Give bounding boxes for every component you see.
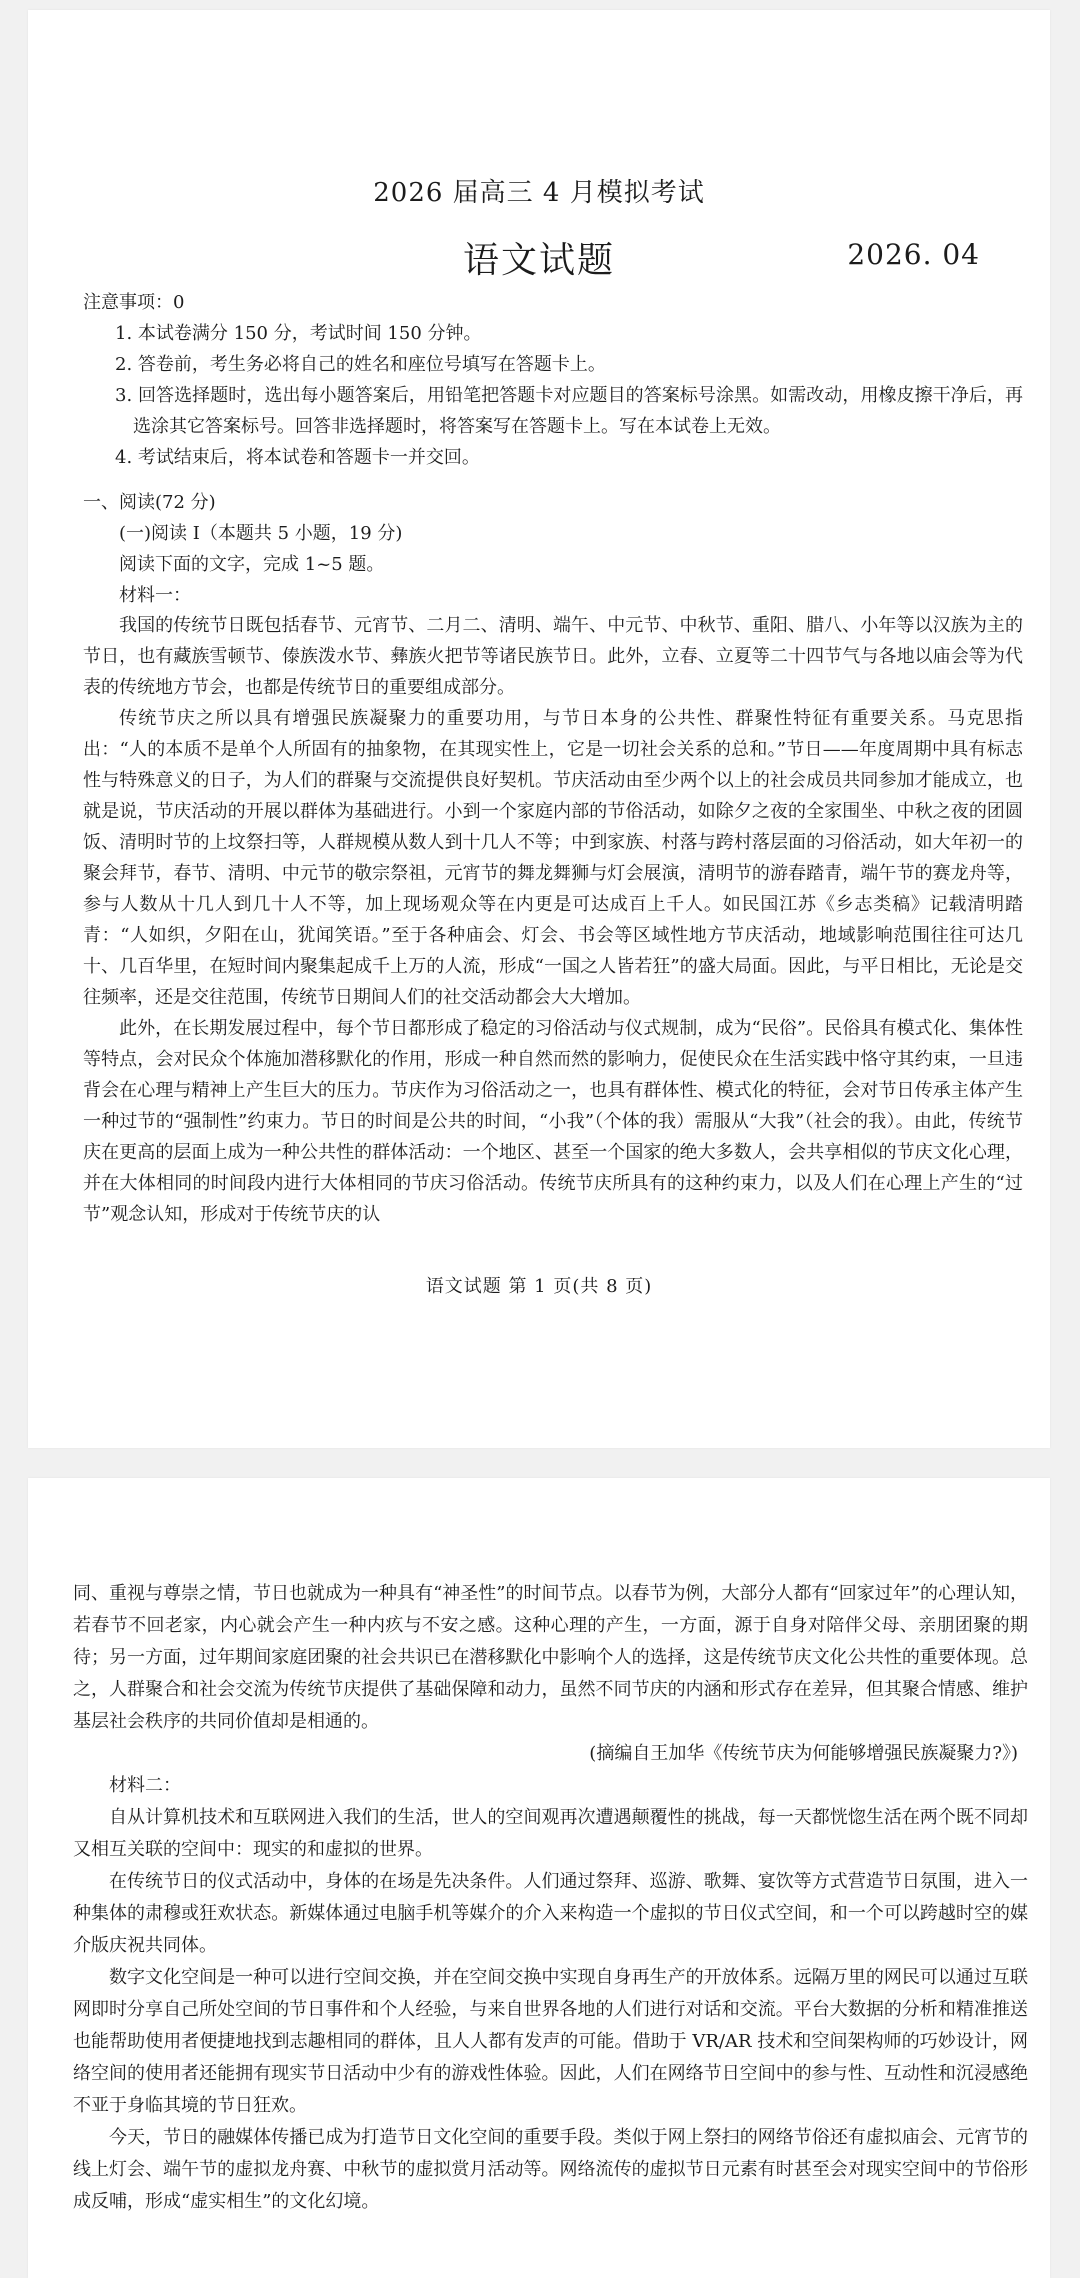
notice-item: 3. 回答选择题时，选出每小题答案后，用铅笔把答题卡对应题目的答案标号涂黑。如需改动，用橡皮擦干净后，再选涂其它答案标号。回答非选择题时，将答案写在答题卡上。写在本试卷上无效。 (115, 385, 1023, 437)
sub-heading: (一)阅读 I（本题共 5 小题，19 分) (119, 523, 403, 544)
exam-title: 2026 届高三 4 月模拟考试 (373, 178, 705, 208)
exam-page-1 (28, 10, 1050, 1448)
exam-date: 2026. 04 (847, 238, 980, 271)
paragraph: 自从计算机技术和互联网进入我们的生活，世人的空间观再次遭遇颠覆性的挑战，每一天都恍惚生活在两个既不同却又相互关联的空间中：现实的和虚拟的世界。 (73, 1807, 1028, 1860)
subject-title: 语文试题 (462, 240, 615, 281)
notice-heading: 注意事项：0 (83, 292, 185, 313)
material-one-body (83, 610, 1023, 1230)
notice-item: 4. 考试结束后，将本试卷和答题卡一并交回。 (115, 447, 480, 468)
paragraph: 数字文化空间是一种可以进行空间交换，并在空间交换中实现自身再生产的开放体系。远隔万里的网民可以通过互联网即时分享自己所处空间的节日事件和个人经验，与来自世界各地的人们进行对话和交流。平台大数据的分析和精准推送也能帮助使用者便捷地找到志趣相同的群体，且人人都有发声的可能。借助于 VR/AR 技术和空间架构师的巧妙设计，网络空间的使用者还能拥有现实节日活动中少有的游戏性体验。因此，人们在网络节日空间中的参与性、互动性和沉浸感绝不亚于身临其境的节日狂欢。 (73, 1967, 1028, 2116)
exam-page-2 (28, 1478, 1050, 2278)
material-label: 材料一： (119, 585, 191, 606)
paragraph: 我国的传统节日既包括春节、元宵节、二月二、清明、端午、中元节、中秋节、重阳、腊八、小年等以汉族为主的节日，也有藏族雪顿节、傣族泼水节、彝族火把节等诸民族节日。此外，立春、立夏等二十四节气与各地以庙会等为代表的传统地方节会，也都是传统节日的重要组成部分。 (83, 615, 1023, 698)
paragraph: 今天，节日的融媒体传播已成为打造节日文化空间的重要手段。类似于网上祭扫的网络节俗还有虚拟庙会、元宵节的线上灯会、端午节的虚拟龙舟赛、中秋节的虚拟赏月活动等。网络流传的虚拟节日元素有时甚至会对现实空间中的节俗形成反哺，形成“虚实相生”的文化幻境。 (73, 2127, 1028, 2212)
paragraph: 此外，在长期发展过程中，每个节日都形成了稳定的习俗活动与仪式规制，成为“民俗”。民俗具有模式化、集体性等特点，会对民众个体施加潜移默化的作用，形成一种自然而然的影响力，促使民众在生活实践中恪守其约束，一旦违背会在心理与精神上产生巨大的压力。节庆作为习俗活动之一，也具有群体性、模式化的特征，会对节日传承主体产生一种过节的“强制性”约束力。节日的时间是公共的时间，“小我”（个体的我）需服从“大我”（社会的我）。由此，传统节庆在更高的层面上成为一种公共性的群体活动：一个地区、甚至一个国家的绝大多数人，会共享相似的节庆文化心理，并在大体相同的时间段内进行大体相同的节庆习俗活动。传统节庆所具有的这种约束力，以及人们在心理上产生的“过节”观念认知，形成对于传统节庆的认 (83, 1018, 1023, 1225)
page-2-body (73, 1578, 1028, 2218)
paragraph: 传统节庆之所以具有增强民族凝聚力的重要功用，与节日本身的公共性、群聚性特征有重要关系。马克思指出：“人的本质不是单个人所固有的抽象物，在其现实性上，它是一切社会关系的总和。”节日——年度周期中具有标志性与特殊意义的日子，为人们的群聚与交流提供良好契机。节庆活动由至少两个以上的社会成员共同参加才能成立，也就是说，节庆活动的开展以群体为基础进行。小到一个家庭内部的节俗活动，如除夕之夜的全家围坐、中秋之夜的团圆饭、清明时节的上坟祭扫等，人群规模从数人到十几人不等；中到家族、村落与跨村落层面的习俗活动，如大年初一的聚会拜节，春节、清明、中元节的敬宗祭祖，元宵节的舞龙舞狮与灯会展演，清明节的游春踏青，端午节的赛龙舟等，参与人数从十几人到几十人不等，加上现场观众等在内更是可达成百上千人。如民国江苏《乡志类稿》记载清明踏青：“人如织，夕阳在山，犹闻笑语。”至于各种庙会、灯会、书会等区域性地方节庆活动，地域影响范围往往可达几十、几百华里，在短时间内聚集起成千上万的人流，形成“一国之人皆若狂”的盛大局面。因此，与平日相比，无论是交往频率，还是交往范围，传统节日期间人们的社交活动都会大大增加。 (83, 708, 1023, 1008)
notice-item: 1. 本试卷满分 150 分，考试时间 150 分钟。 (115, 323, 482, 344)
notice-item: 2. 答卷前，考生务必将自己的姓名和座位号填写在答题卡上。 (115, 354, 606, 375)
notice-list (83, 318, 1023, 473)
instruction-text: 阅读下面的文字，完成 1~5 题。 (119, 554, 385, 575)
page-footer: 语文试题 第 1 页(共 8 页) (425, 1276, 653, 1297)
continued-paragraph: 同、重视与尊崇之情，节日也就成为一种具有“神圣性”的时间节点。以春节为例，大部分人都有“回家过年”的心理认知，若春节不回老家，内心就会产生一种内疚与不安之感。这种心理的产生，一方面，源于自身对陪伴父母、亲朋团聚的期待；另一方面，过年期间家庭团聚的社会共识已在潜移默化中影响个人的选择，这是传统节庆文化公共性的重要体现。总之，人群聚合和社会交流为传统节庆提供了基础保障和动力，虽然不同节庆的内涵和形式存在差异，但其聚合情感、维护基层社会秩序的共同价值却是相通的。 (73, 1583, 1028, 1732)
source-citation: (摘编自王加华《传统节庆为何能够增强民族凝聚力?》) (589, 1743, 1018, 1764)
section-heading: 一、阅读(72 分) (83, 492, 216, 513)
reading-intro (83, 518, 1023, 611)
material-label: 材料二： (109, 1775, 181, 1796)
paragraph: 在传统节日的仪式活动中，身体的在场是先决条件。人们通过祭拜、巡游、歌舞、宴饮等方式营造节日氛围，进入一种集体的肃穆或狂欢状态。新媒体通过电脑手机等媒介的介入来构造一个虚拟的节日仪式空间，和一个可以跨越时空的媒介版庆祝共同体。 (73, 1871, 1028, 1956)
